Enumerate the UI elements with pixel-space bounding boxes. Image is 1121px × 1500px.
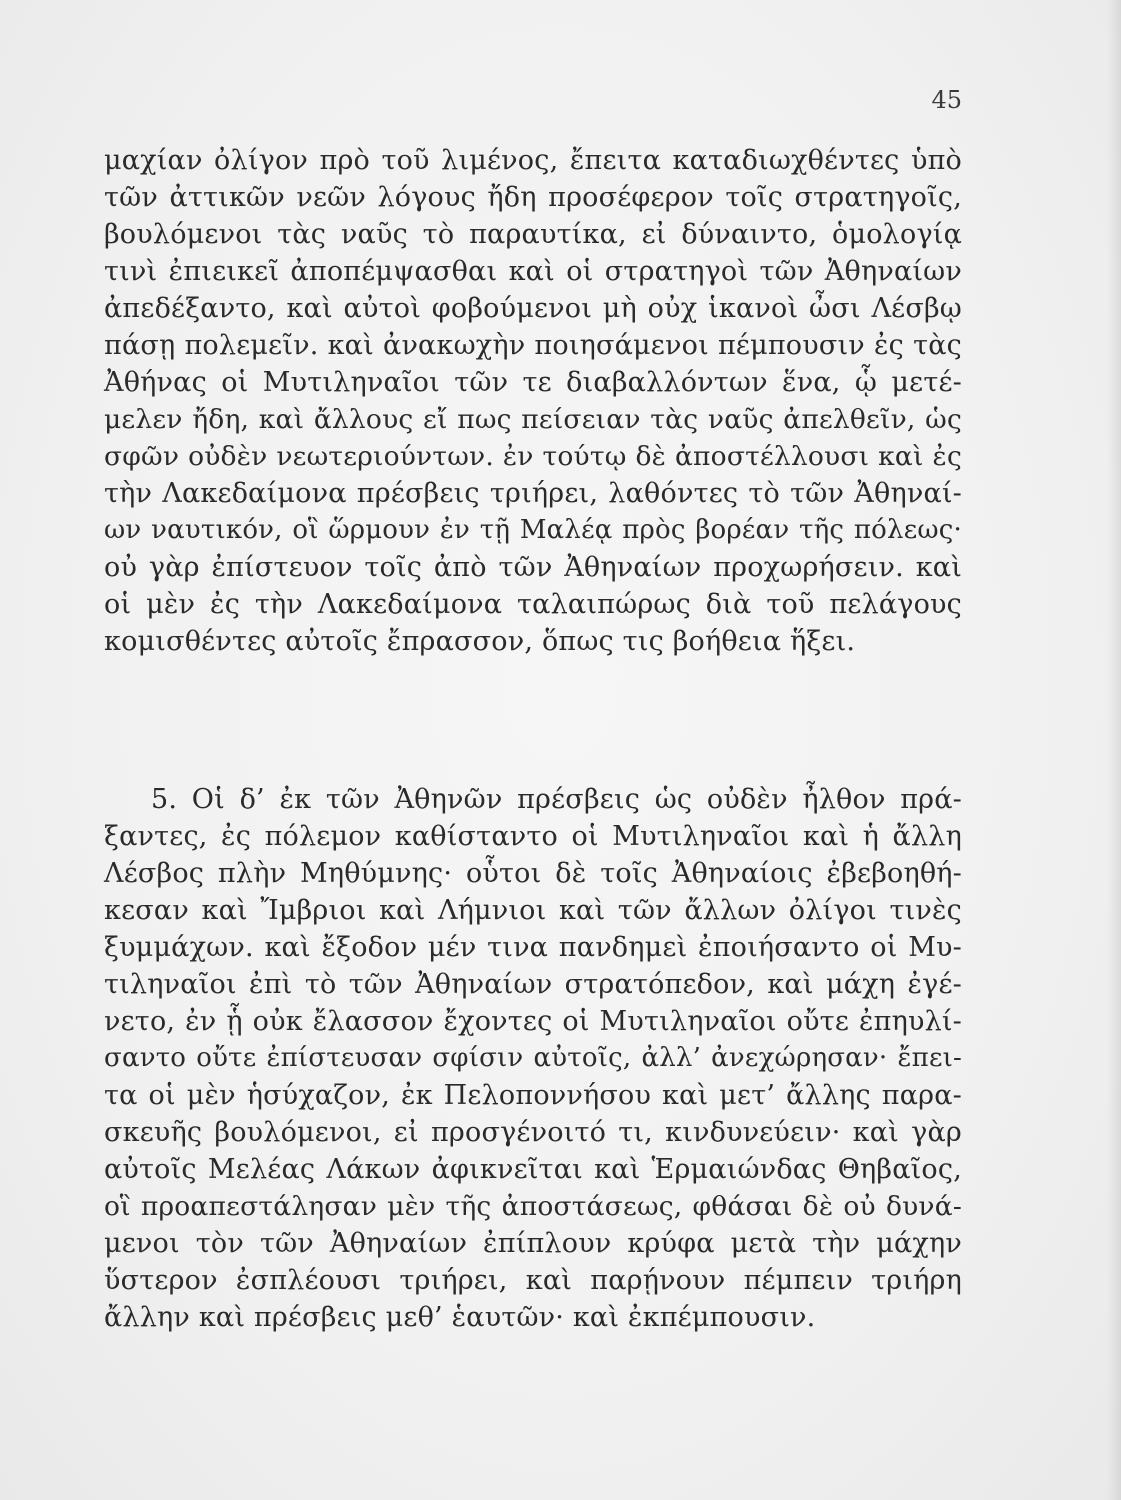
- text-line: κομισθέντες αὐτοῖς ἔπρασσον, ὅπως τις βοήθεια ἥξει.: [104, 626, 856, 657]
- text-line: ἀπεδέξαντο, καὶ αὐτοὶ φοβούμενοι μὴ οὐχ ἱκανοὶ ὦσι Λέσβῳ: [104, 293, 962, 324]
- text-line: πάσῃ πολεμεῖν. καὶ ἀνακωχὴν ποιησάμενοι πέμπουσιν ἐς τὰς: [104, 330, 962, 361]
- text-line: βουλόμενοι τὰς ναῦς τὸ παραυτίκα, εἰ δύναιντο, ὁμολογίᾳ: [104, 219, 962, 250]
- page-number: 45: [931, 86, 962, 114]
- text-line: τὴν Λακεδαίμονα πρέσβεις τριήρει, λαθόντες τὸ τῶν Ἀθηναί-: [104, 478, 962, 509]
- paragraph-2: [104, 781, 962, 1336]
- text-line: τιληναῖοι ἐπὶ τὸ τῶν Ἀθηναίων στρατόπεδον, καὶ μάχη ἐγέ-: [104, 969, 962, 1000]
- text-line: αὐτοῖς Μελέας Λάκων ἀφικνεῖται καὶ Ἑρμαιώνδας Θηβαῖος,: [104, 1154, 962, 1185]
- text-line: σφῶν οὐδὲν νεωτεριούντων. ἐν τούτῳ δὲ ἀποστέλλουσι καὶ ἐς: [104, 441, 962, 472]
- text-line: τῶν ἀττικῶν νεῶν λόγους ἤδη προσέφερον τοῖς στρατηγοῖς,: [104, 182, 962, 213]
- text-line: οἱ μὲν ἐς τὴν Λακεδαίμονα ταλαιπώρως διὰ τοῦ πελάγους: [104, 589, 962, 620]
- text-line: 5. Οἱ δ’ ἐκ τῶν Ἀθηνῶν πρέσβεις ὡς οὐδὲν ἦλθον πρά-: [151, 784, 962, 815]
- text-line: ὕστερον ἐσπλέουσι τριήρει, καὶ παρῄνουν πέμπειν τριήρη: [104, 1265, 962, 1296]
- text-line: νετο, ἐν ᾗ οὐκ ἔλασσον ἔχοντες οἱ Μυτιληναῖοι οὔτε ἐπηυλί-: [104, 1006, 962, 1037]
- text-line: Λέσβος πλὴν Μηθύμνης· οὗτοι δὲ τοῖς Ἀθηναίοις ἐβεβοηθή-: [104, 858, 962, 889]
- text-line: οἳ προαπεστάλησαν μὲν τῆς ἀποστάσεως, φθάσαι δὲ οὐ δυνά-: [104, 1191, 962, 1222]
- text-line: σαντο οὔτε ἐπίστευσαν σφίσιν αὐτοῖς, ἀλλ’ ἀνεχώρησαν· ἔπει-: [104, 1043, 962, 1073]
- text-line: τα οἱ μὲν ἡσύχαζον, ἐκ Πελοποννήσου καὶ μετ’ ἄλλης παρα-: [104, 1080, 962, 1111]
- text-line: ων ναυτικόν, οἳ ὥρμουν ἐν τῇ Μαλέᾳ πρὸς βορέαν τῆς πόλεως·: [104, 515, 962, 545]
- paragraph-1: [104, 142, 962, 660]
- text-line: ξυμμάχων. καὶ ἔξοδον μέν τινα πανδημεὶ ἐποιήσαντο οἱ Μυ-: [104, 932, 962, 963]
- text-line: μαχίαν ὀλίγον πρὸ τοῦ λιμένος, ἔπειτα καταδιωχθέντες ὑπὸ: [104, 145, 962, 176]
- text-line: Ἀθήνας οἱ Μυτιληναῖοι τῶν τε διαβαλλόντων ἕνα, ᾧ μετέ-: [104, 367, 962, 398]
- text-line: κεσαν καὶ Ἴμβριοι καὶ Λήμνιοι καὶ τῶν ἄλλων ὀλίγοι τινὲς: [104, 895, 962, 926]
- text-line: οὐ γὰρ ἐπίστευον τοῖς ἀπὸ τῶν Ἀθηναίων προχωρήσειν. καὶ: [104, 552, 962, 583]
- text-line: τινὶ ἐπιεικεῖ ἀποπέμψασθαι καὶ οἱ στρατηγοὶ τῶν Ἀθηναίων: [104, 256, 962, 287]
- text-line: μενοι τὸν τῶν Ἀθηναίων ἐπίπλουν κρύφα μετὰ τὴν μάχην: [104, 1228, 962, 1259]
- text-line: μελεν ἤδη, καὶ ἄλλους εἴ πως πείσειαν τὰς ναῦς ἀπελθεῖν, ὡς: [104, 404, 962, 435]
- text-line: σκευῆς βουλόμενοι, εἰ προσγένοιτό τι, κινδυνεύειν· καὶ γὰρ: [104, 1117, 962, 1148]
- text-line: ξαντες, ἐς πόλεμον καθίσταντο οἱ Μυτιληναῖοι καὶ ἡ ἄλλη: [104, 821, 962, 852]
- text-line: ἄλλην καὶ πρέσβεις μεθ’ ἑαυτῶν· καὶ ἐκπέμπουσιν.: [104, 1302, 816, 1333]
